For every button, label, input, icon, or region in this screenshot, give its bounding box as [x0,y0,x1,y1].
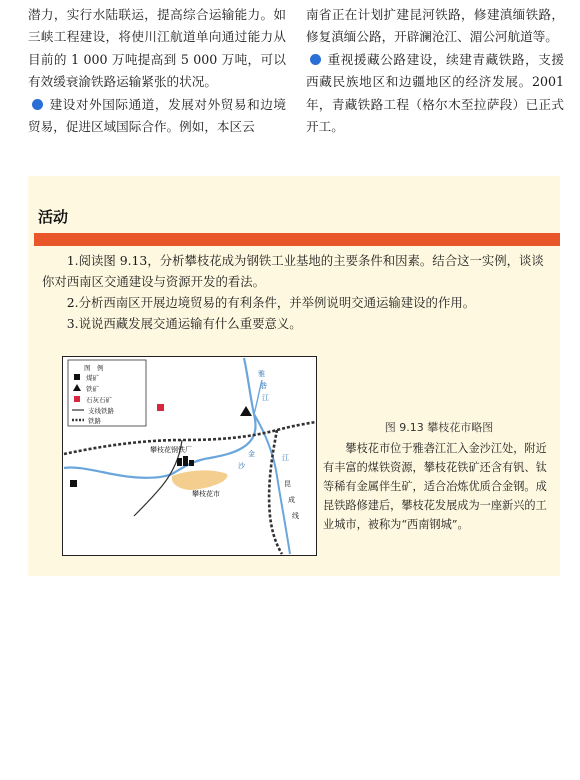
right-paragraph-2: 重视援藏公路建设，续建青藏铁路，支援西藏民族地区和边疆地区的经济发展。2001 年，青藏铁路工程（格尔木至拉萨段）已正式开工。 [306,51,564,135]
left-text-column [28,4,286,138]
right-paragraph-1: 南省正在计划扩建昆河铁路，修建滇缅铁路，修复滇缅公路，开辟澜沧江、湄公河航道等。 [306,7,564,45]
blue-bullet-icon [310,54,321,65]
question-1: 1.阅读图 9.13，分析攀枝花成为钢铁工业基地的主要条件和因素。结合这一实例，谈谈你对西南区交通建设与资源开发的看法。 [42,253,544,289]
left-paragraph-1: 潜力，实行水陆联运，提高综合运输能力。如三峡工程建设，将使川江航道单向通过能力从目前的 1 000 万吨提高到 5 000 万吨，可以有效缓衰渝铁路运输紧张的状况。 [28,7,286,90]
figure-title: 图 9.13 攀枝花市略图 [384,421,494,434]
legend-title: 图 例 [84,364,104,372]
map-legend [68,360,146,426]
river-label-ya: 雅 [258,370,265,378]
question-2: 2.分析西南区开展边境贸易的有利条件，并举例说明交通运输建设的作用。 [66,295,476,310]
panzhihua-map [62,356,317,556]
rail-label-xian: 线 [292,512,299,520]
legend-coal-label: 煤矿 [86,374,99,382]
right-text-column [306,4,564,138]
river-label-sha: 沙 [238,462,245,470]
figure-caption [323,418,555,534]
activity-box [28,176,560,576]
river-label-jin: 金 [248,450,255,458]
left-paragraph-2: 建设对外国际通道，发展对外贸易和边境贸易，促进区域国际合作。例如，本区云 [28,96,286,135]
coal-mine-icon [70,480,77,487]
city-label: 攀枝花市 [192,490,220,498]
rail-label-kun: 昆 [284,480,291,488]
legend-rail-label: 铁路 [88,417,101,425]
limestone-legend-icon [74,396,80,402]
river-label-long: 砻 [260,382,267,390]
activity-title: 活动 [38,208,69,226]
rail-label-cheng: 成 [288,496,295,504]
question-3: 3.说说西藏发展交通运输有什么重要意义。 [66,316,302,331]
figure-description: 攀枝花市位于雅砻江汇入金沙江处，附近有丰富的煤铁资源，攀枝花铁矿还含有钒、钛等稀有金属伴生矿，适合冶炼优质合金钢。成昆铁路修建后，攀枝花发展成为一座新兴的工业城市，被称为“西南钢城”。 [323,442,547,531]
river-label-jiang: 江 [262,394,269,402]
river-label-jin-jiang: 江 [282,454,289,462]
activity-divider-bar [34,233,560,246]
legend-iron-label: 铁矿 [86,385,99,393]
legend-branch-rail-label: 支线铁路 [88,407,114,415]
steel-plant-label: 攀枝花钢铁厂 [150,446,192,454]
legend-box [68,360,146,426]
activity-questions [42,250,552,334]
coal-legend-icon [74,374,80,380]
legend-limestone-label: 石灰石矿 [86,396,112,404]
blue-bullet-icon [32,99,43,110]
limestone-mine-icon [157,404,164,411]
